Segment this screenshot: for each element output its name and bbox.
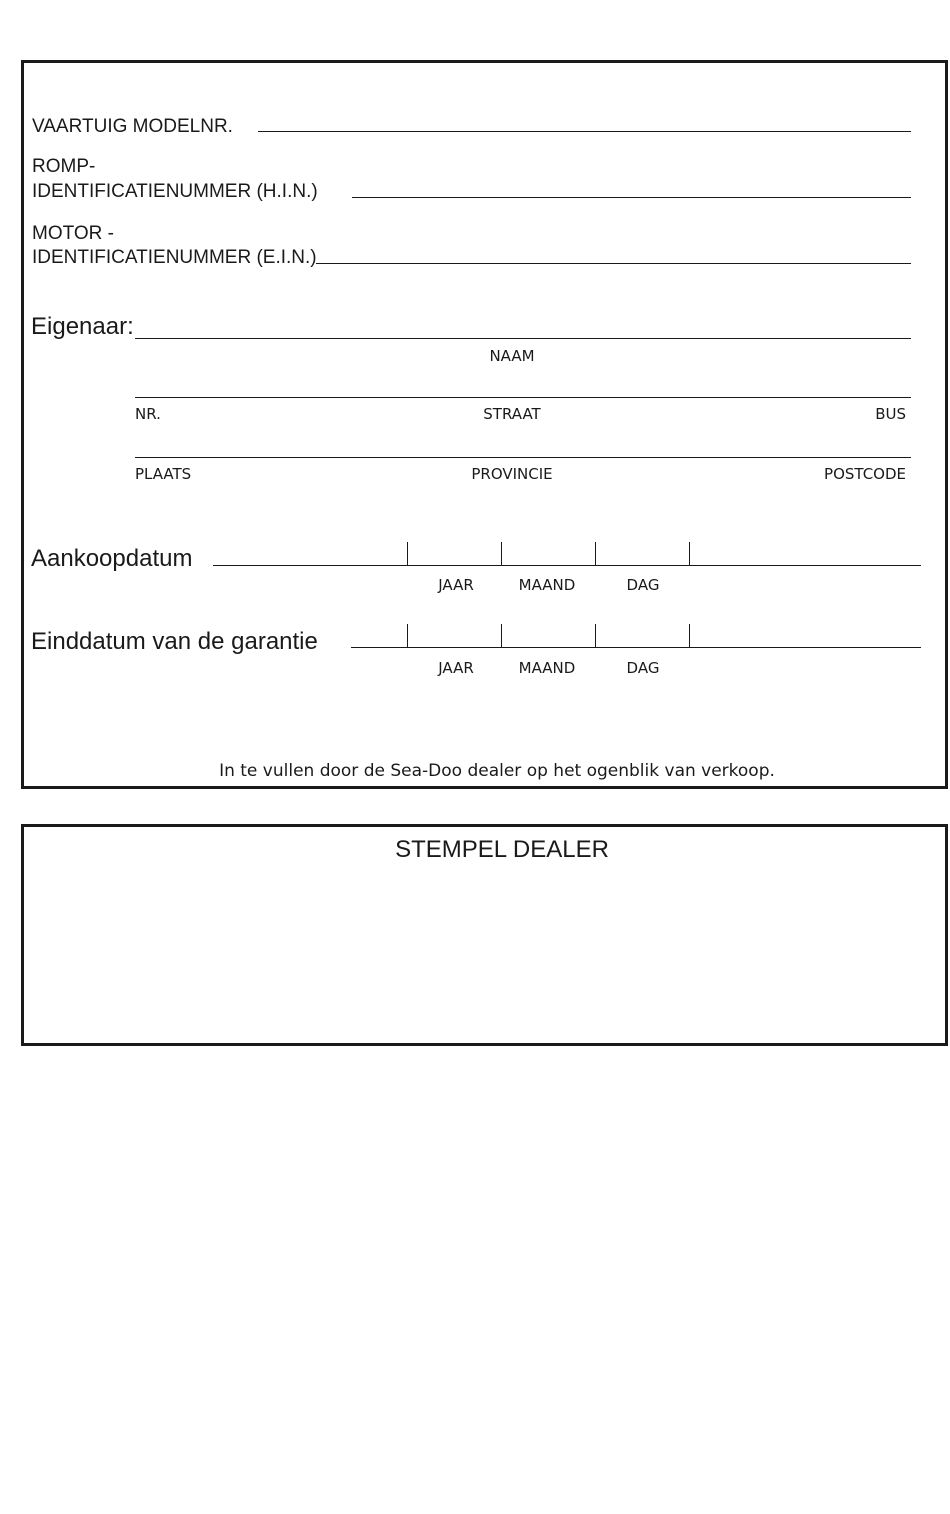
warranty-date-divider [407, 624, 408, 647]
warranty-date-divider [595, 624, 596, 647]
owner-street-caption: STRAAT [483, 405, 541, 423]
owner-city-caption: PLAATS [135, 465, 192, 483]
owner-city-field[interactable] [135, 457, 911, 458]
warranty-year-caption: JAAR [438, 659, 474, 677]
purchase-date-divider [689, 542, 690, 565]
engine-id-label-line1: MOTOR - [32, 223, 114, 244]
purchase-date-divider [595, 542, 596, 565]
warranty-date-divider [501, 624, 502, 647]
purchase-year-caption: JAAR [438, 576, 474, 594]
warranty-end-label: Einddatum van de garantie [31, 628, 318, 655]
dealer-stamp-title: STEMPEL DEALER [395, 836, 609, 863]
dealer-fill-note: In te vullen door de Sea-Doo dealer op het ogenblik van verkoop. [219, 761, 775, 781]
owner-label: Eigenaar: [31, 313, 134, 340]
owner-name-caption: NAAM [489, 347, 535, 365]
model-number-field[interactable] [258, 131, 911, 132]
purchase-day-caption: DAG [626, 576, 660, 594]
owner-street-field[interactable] [135, 397, 911, 398]
hull-id-label-line2: IDENTIFICATIENUMMER (H.I.N.) [32, 181, 318, 202]
owner-province-caption: PROVINCIE [471, 465, 553, 483]
hull-id-field[interactable] [352, 197, 911, 198]
warranty-month-caption: MAAND [518, 659, 576, 677]
owner-name-field[interactable] [135, 338, 911, 339]
engine-id-field[interactable] [316, 263, 911, 264]
owner-nr-caption: NR. [135, 405, 161, 423]
registration-form [21, 60, 948, 789]
model-number-label: VAARTUIG MODELNR. [32, 116, 233, 137]
warranty-date-divider [689, 624, 690, 647]
owner-bus-caption: BUS [875, 405, 906, 423]
purchase-date-divider [501, 542, 502, 565]
purchase-date-field[interactable] [213, 565, 921, 566]
purchase-date-label: Aankoopdatum [31, 545, 193, 572]
owner-postcode-caption: POSTCODE [824, 465, 906, 483]
warranty-day-caption: DAG [626, 659, 660, 677]
warranty-end-field[interactable] [351, 647, 921, 648]
purchase-date-divider [407, 542, 408, 565]
hull-id-label-line1: ROMP- [32, 156, 96, 177]
purchase-month-caption: MAAND [518, 576, 576, 594]
engine-id-label-line2: IDENTIFICATIENUMMER (E.I.N.) [32, 247, 317, 268]
